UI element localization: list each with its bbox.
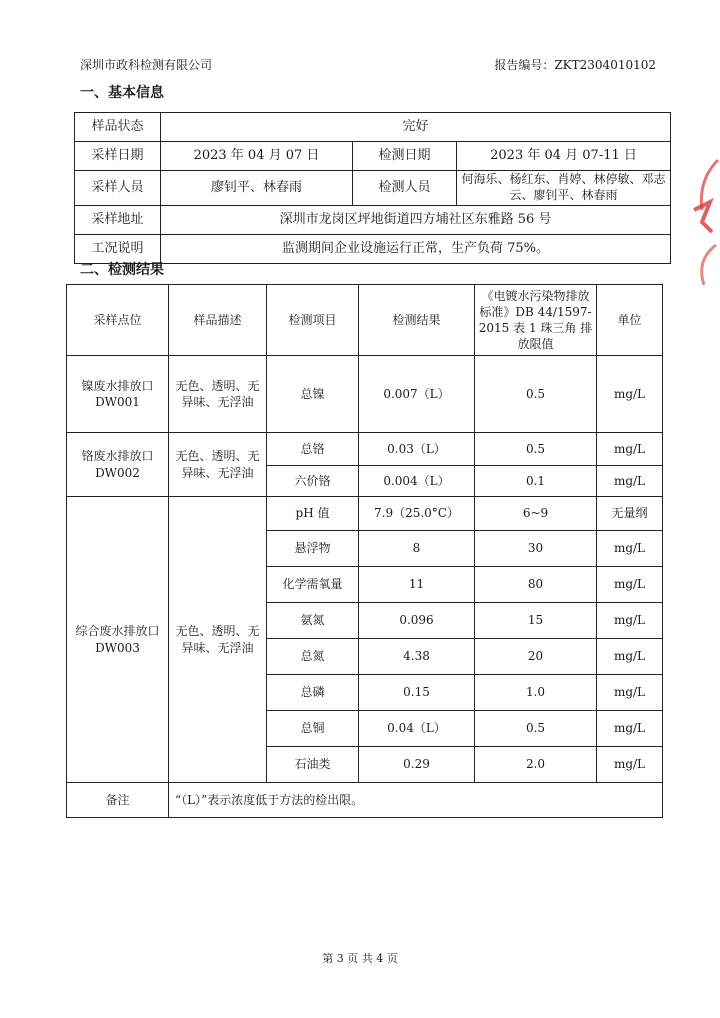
cell-unit: mg/L bbox=[597, 747, 663, 783]
report-number: 报告编号：ZKT2304010102 bbox=[494, 58, 656, 72]
remark-label: 备注 bbox=[67, 783, 169, 818]
cell-limit: 80 bbox=[475, 567, 597, 603]
sampler-value: 廖钊平、林春雨 bbox=[161, 171, 353, 206]
cell-result: 0.03（L） bbox=[359, 433, 475, 466]
section-basic-info-title: 一、基本信息 bbox=[80, 85, 164, 101]
results-table bbox=[66, 284, 663, 818]
sampler-label: 采样人员 bbox=[75, 171, 161, 206]
test-date-value: 2023 年 04 月 07-11 日 bbox=[457, 142, 671, 171]
cell-item: 化学需氧量 bbox=[267, 567, 359, 603]
header-point: 采样点位 bbox=[67, 285, 169, 356]
cell-limit: 1.0 bbox=[475, 675, 597, 711]
condition-label: 工况说明 bbox=[75, 235, 161, 264]
section-results-title: 二、检测结果 bbox=[80, 262, 164, 278]
table-row bbox=[67, 356, 663, 433]
cell-limit: 0.5 bbox=[475, 433, 597, 466]
cell-item: 总铬 bbox=[267, 433, 359, 466]
cell-unit: mg/L bbox=[597, 675, 663, 711]
table-row bbox=[67, 433, 663, 466]
cell-result: 0.29 bbox=[359, 747, 475, 783]
header-description: 样品描述 bbox=[169, 285, 267, 356]
cell-result: 0.004（L） bbox=[359, 466, 475, 497]
cell-result: 0.15 bbox=[359, 675, 475, 711]
sample-state-label: 样品状态 bbox=[75, 113, 161, 142]
cell-limit: 30 bbox=[475, 531, 597, 567]
sample-state-value: 完好 bbox=[161, 113, 671, 142]
header-result: 检测结果 bbox=[359, 285, 475, 356]
tester-label: 检测人员 bbox=[353, 171, 457, 206]
page-number: 第 3 页 共 4 页 bbox=[322, 952, 398, 965]
cell-result: 11 bbox=[359, 567, 475, 603]
header-standard-limit: 《电镀水污染物排放标准》DB 44/1597-2015 表 1 珠三角 排放限值 bbox=[475, 285, 597, 356]
cell-item: 总氮 bbox=[267, 639, 359, 675]
seal-ring-arc bbox=[702, 245, 716, 285]
table-header-row bbox=[67, 285, 663, 356]
cell-unit: mg/L bbox=[597, 567, 663, 603]
cell-unit: mg/L bbox=[597, 639, 663, 675]
remark-row bbox=[67, 783, 663, 818]
cell-result: 0.007（L） bbox=[359, 356, 475, 433]
cell-limit: 20 bbox=[475, 639, 597, 675]
test-date-label: 检测日期 bbox=[353, 142, 457, 171]
cell-result: 0.04（L） bbox=[359, 711, 475, 747]
table-row bbox=[75, 142, 671, 171]
sampling-point: 综合废水排放口 DW003 bbox=[67, 497, 169, 783]
location-label: 采样地址 bbox=[75, 206, 161, 235]
seal-mark bbox=[694, 202, 712, 232]
sampling-date-label: 采样日期 bbox=[75, 142, 161, 171]
table-row bbox=[75, 206, 671, 235]
condition-value: 监测期间企业设施运行正常，生产负荷 75%。 bbox=[161, 235, 671, 264]
cell-item: 石油类 bbox=[267, 747, 359, 783]
header-unit: 单位 bbox=[597, 285, 663, 356]
cell-limit: 0.5 bbox=[475, 356, 597, 433]
cell-result: 4.38 bbox=[359, 639, 475, 675]
table-row bbox=[67, 497, 663, 531]
cell-result: 8 bbox=[359, 531, 475, 567]
cell-unit: mg/L bbox=[597, 433, 663, 466]
table-row bbox=[75, 113, 671, 142]
remark-text: “（L）”表示浓度低于方法的检出限。 bbox=[169, 783, 663, 818]
table-row bbox=[75, 171, 671, 206]
sampling-date-value: 2023 年 04 月 07 日 bbox=[161, 142, 353, 171]
cell-unit: mg/L bbox=[597, 531, 663, 567]
cell-item: 悬浮物 bbox=[267, 531, 359, 567]
cell-unit: mg/L bbox=[597, 603, 663, 639]
sampling-point: 镍废水排放口 DW001 bbox=[67, 356, 169, 433]
cell-result: 7.9（25.0°C） bbox=[359, 497, 475, 531]
cell-limit: 0.1 bbox=[475, 466, 597, 497]
cell-limit: 15 bbox=[475, 603, 597, 639]
cell-item: 氨氮 bbox=[267, 603, 359, 639]
cell-unit: mg/L bbox=[597, 356, 663, 433]
cell-limit: 6~9 bbox=[475, 497, 597, 531]
tester-value: 何海乐、杨红东、肖婷、林停敏、邓志云、廖钊平、林春雨 bbox=[457, 171, 671, 206]
company-name: 深圳市政科检测有限公司 bbox=[80, 58, 213, 72]
location-value: 深圳市龙岗区坪地街道四方埔社区东雅路 56 号 bbox=[161, 206, 671, 235]
sample-description: 无色、透明、无异味、无浮油 bbox=[169, 356, 267, 433]
cell-limit: 0.5 bbox=[475, 711, 597, 747]
cell-item: pH 值 bbox=[267, 497, 359, 531]
cell-item: 总磷 bbox=[267, 675, 359, 711]
cell-limit: 2.0 bbox=[475, 747, 597, 783]
cell-unit: mg/L bbox=[597, 711, 663, 747]
sample-description: 无色、透明、无异味、无浮油 bbox=[169, 497, 267, 783]
cell-result: 0.096 bbox=[359, 603, 475, 639]
sample-description: 无色、透明、无异味、无浮油 bbox=[169, 433, 267, 497]
cell-item: 总铜 bbox=[267, 711, 359, 747]
cell-unit: 无量纲 bbox=[597, 497, 663, 531]
sampling-point: 铬废水排放口 DW002 bbox=[67, 433, 169, 497]
cell-unit: mg/L bbox=[597, 466, 663, 497]
cell-item: 总镍 bbox=[267, 356, 359, 433]
cell-item: 六价铬 bbox=[267, 466, 359, 497]
red-seal-stamp-fragment bbox=[688, 150, 720, 300]
basic-info-table bbox=[74, 112, 671, 264]
header-item: 检测项目 bbox=[267, 285, 359, 356]
